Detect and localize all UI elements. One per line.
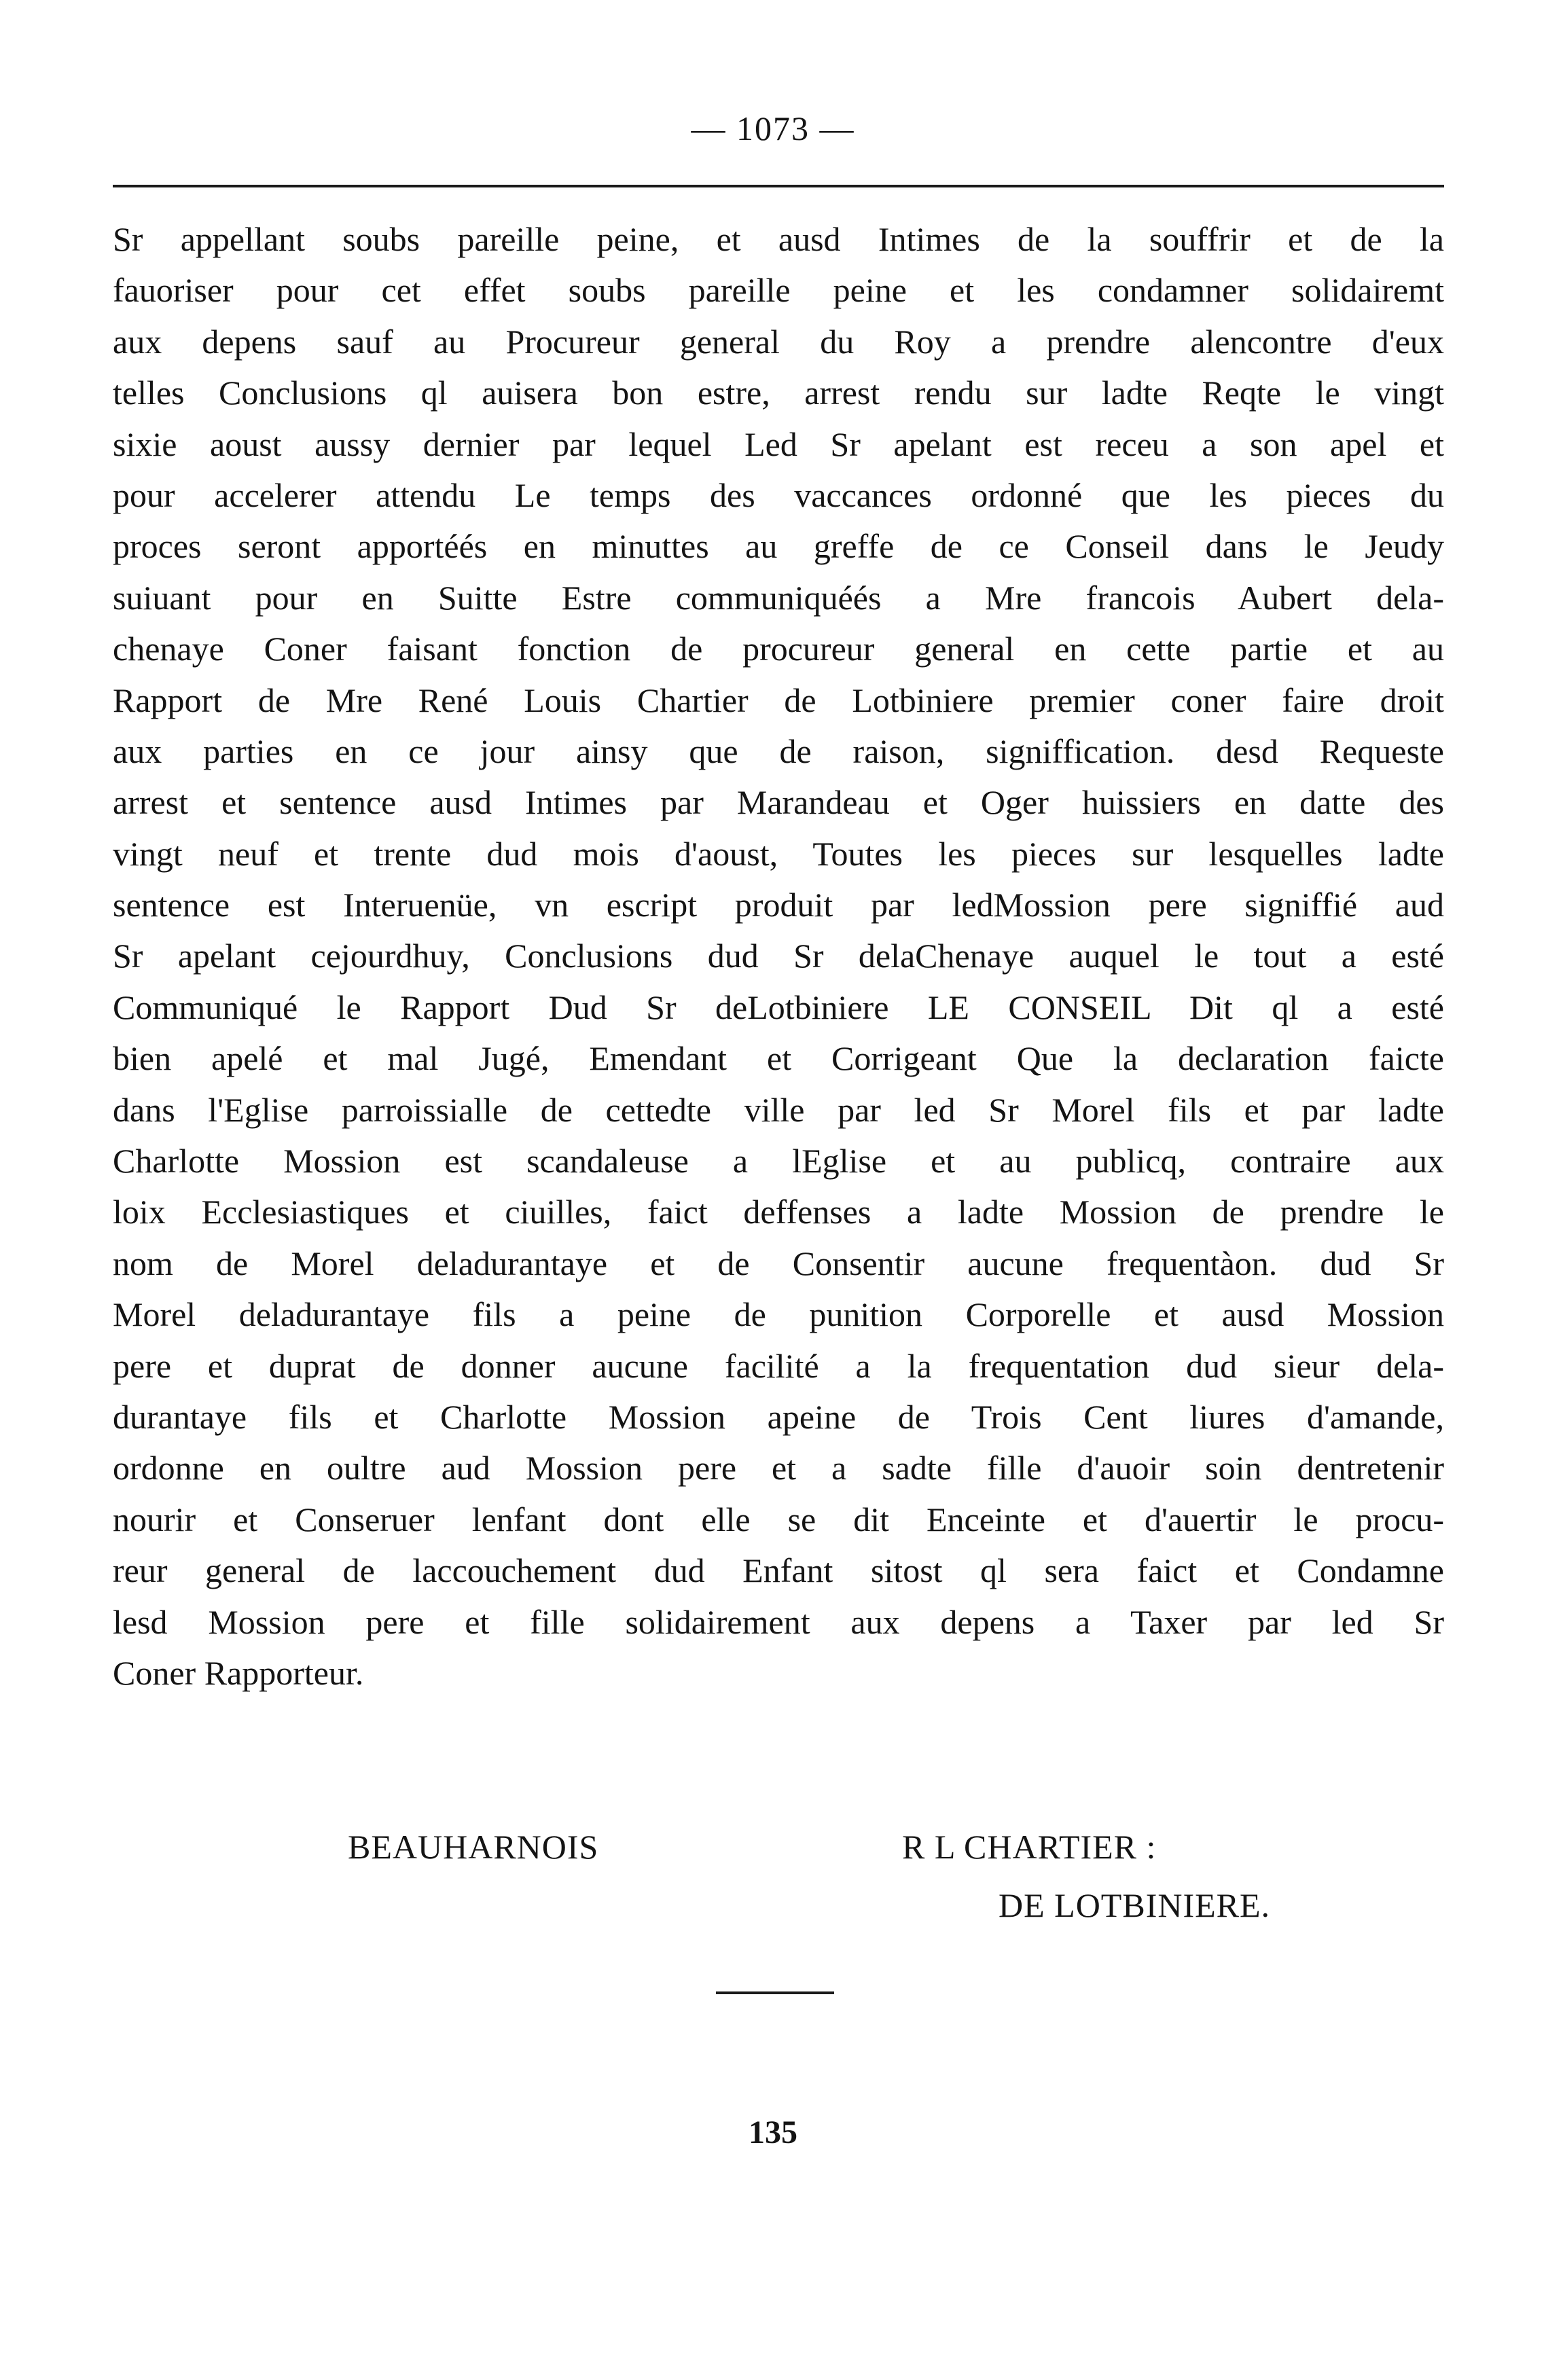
header-divider xyxy=(113,185,1444,187)
text-line: reur general de laccouchement dud Enfant sitost ql sera faict et Condamne xyxy=(113,1551,1444,1590)
text-line: pere et duprat de donner aucune facilité a la frequentation dud sieur dela- xyxy=(113,1346,1444,1385)
text-line: suiuant pour en Suitte Estre communiquéés a Mre francois Aubert dela- xyxy=(113,578,1444,617)
text-line: Charlotte Mossion est scandaleuse a lEglise et au publicq, contraire aux xyxy=(113,1142,1444,1180)
text-line: Rapport de Mre René Louis Chartier de Lotbiniere premier coner faire droit xyxy=(113,681,1444,719)
text-line: fauoriser pour cet effet soubs pareille peine et les condamner solidairemt xyxy=(113,271,1444,310)
text-line: bien apelé et mal Jugé, Emendant et Corrigeant Que la declaration faicte xyxy=(113,1039,1444,1078)
text-line: Sr appellant soubs pareille peine, et ausd Intimes de la souffrir et de la xyxy=(113,220,1444,258)
signature-chartier: R L CHARTIER : xyxy=(902,1828,1157,1866)
text-line: nom de Morel deladurantaye et de Consentir aucune frequentàon. dud Sr xyxy=(113,1244,1444,1282)
text-line: loix Ecclesiastiques et ciuilles, faict deffenses a ladte Mossion de prendre le xyxy=(113,1193,1444,1231)
text-line: Communiqué le Rapport Dud Sr deLotbiniere LE CONSEIL Dit ql a esté xyxy=(113,988,1444,1026)
signature-beauharnois: BEAUHARNOIS xyxy=(348,1828,599,1866)
text-line: durantaye fils et Charlotte Mossion apeine de Trois Cent liures d'amande, xyxy=(113,1397,1444,1436)
text-line: vingt neuf et trente dud mois d'aoust, Toutes les pieces sur lesquelles ladte xyxy=(113,834,1444,873)
text-line: Sr apelant cejourdhuy, Conclusions dud Sr delaChenaye auquel le tout a esté xyxy=(113,937,1444,975)
folio-number: 135 xyxy=(749,2114,797,2150)
text-line: Coner Rapporteur. xyxy=(113,1653,364,1692)
signature-lotbiniere: DE LOTBINIERE. xyxy=(999,1886,1271,1924)
text-line: chenaye Coner faisant fonction de procureur general en cette partie et au xyxy=(113,630,1444,668)
text-line: Morel deladurantaye fils a peine de punition Corporelle et ausd Mossion xyxy=(113,1295,1444,1334)
text-line: sixie aoust aussy dernier par lequel Led Sr apelant est receu a son apel et xyxy=(113,425,1444,463)
text-line: pour accelerer attendu Le temps des vaccances ordonné que les pieces du xyxy=(113,475,1444,514)
footer-divider xyxy=(716,1991,834,1994)
page-number-header: — 1073 — xyxy=(691,109,855,147)
text-line: ordonne en oultre aud Mossion pere et a sadte fille d'auoir soin dentretenir xyxy=(113,1449,1444,1488)
text-line: aux depens sauf au Procureur general du Roy a prendre alencontre d'eux xyxy=(113,322,1444,361)
text-line: telles Conclusions ql auisera bon estre, arrest rendu sur ladte Reqte le vingt xyxy=(113,374,1444,412)
text-line: aux parties en ce jour ainsy que de raison, signiffication. desd Requeste xyxy=(113,732,1444,770)
document-body xyxy=(113,214,1444,1699)
text-line: sentence est Interuenüe, vn escript produit par ledMossion pere signiffié aud xyxy=(113,886,1444,924)
text-line: nourir et Conseruer lenfant dont elle se dit Enceinte et d'auertir le procu- xyxy=(113,1500,1444,1538)
text-line: arrest et sentence ausd Intimes par Marandeau et Oger huissiers en datte des xyxy=(113,783,1444,822)
text-line: dans l'Eglise parroissialle de cettedte ville par led Sr Morel fils et par ladte xyxy=(113,1090,1444,1129)
text-line: proces seront apportéés en minuttes au greffe de ce Conseil dans le Jeudy xyxy=(113,527,1444,566)
text-line: lesd Mossion pere et fille solidairement aux depens a Taxer par led Sr xyxy=(113,1602,1444,1641)
